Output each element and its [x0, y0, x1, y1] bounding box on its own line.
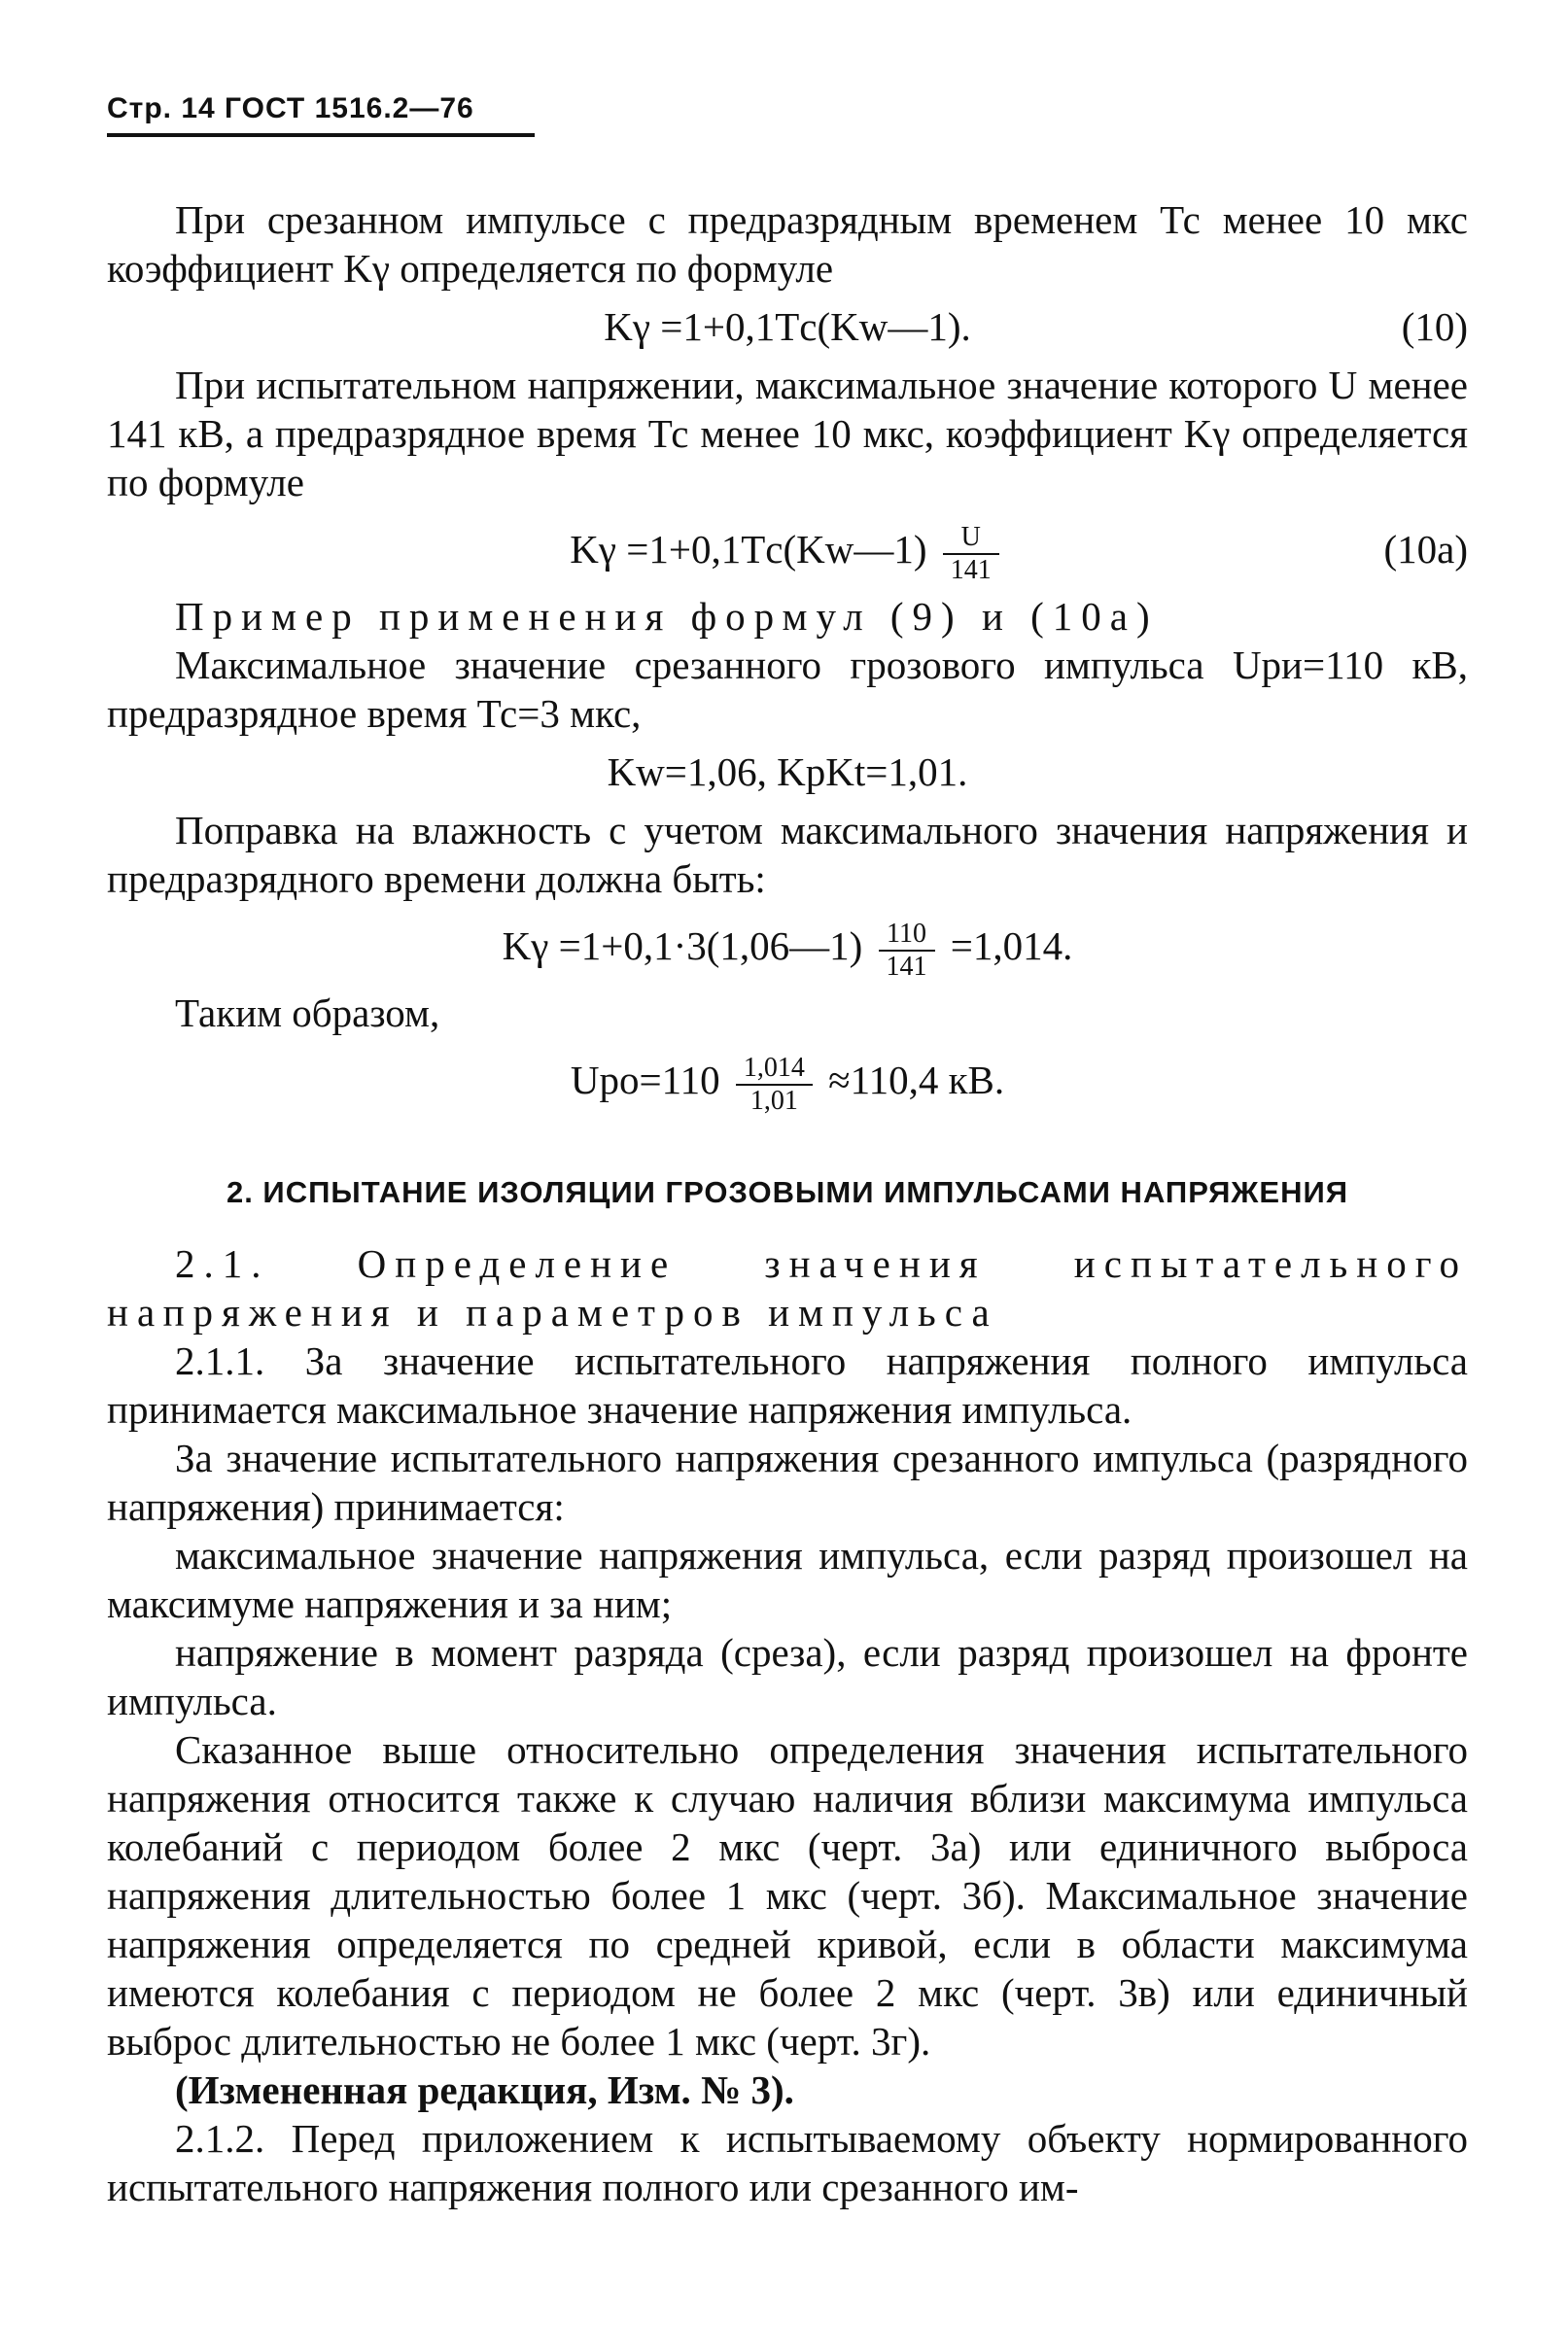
paragraph-2-1-1-c: максимальное значение напряжения импульса, если разряд произошел на максимуме напряжения и за ним; — [107, 1533, 1468, 1626]
formula-u-fraction — [736, 1053, 813, 1117]
fraction-numerator: 110 — [879, 919, 935, 952]
formula-10-text: Kγ =1+0,1Tс(Kw—1). — [604, 304, 971, 349]
formula-10 — [107, 296, 1468, 357]
formula-calc-expr — [107, 907, 1468, 985]
fraction-denominator: 141 — [950, 554, 992, 585]
paragraph-3: Максимальное значение срезанного грозового импульса Uри=110 кВ, предразрядное время Тс=3 мкс, — [107, 642, 1468, 736]
fraction-numerator: 1,014 — [736, 1053, 813, 1086]
paragraph-2-1-2: 2.1.2. Перед приложением к испытываемому объекту нормированного испытательного напряжения полного или срезанного им- — [107, 2116, 1468, 2209]
formula-10a-number: (10а) — [1383, 527, 1468, 572]
paragraph-1: При срезанном импульсе с предразрядным временем Тс менее 10 мкс коэффициент Kγ определяется по формуле — [107, 197, 1468, 291]
formula-calc-fraction — [879, 919, 935, 983]
paragraph-5: Таким образом, — [175, 990, 440, 1035]
formula-u-text: Uро=110 — [570, 1058, 720, 1102]
formula-10a-fraction — [943, 522, 999, 586]
paragraph-2: При испытательном напряжении, максимальное значение которого U менее 141 кВ, а предразрядное время Тс менее 10 мкс, коэффициент Kγ определяется по формуле — [107, 363, 1468, 504]
section-title: 2. ИСПЫТАНИЕ ИЗОЛЯЦИИ ГРОЗОВЫМИ ИМПУЛЬСАМИ НАПРЯЖЕНИЯ — [226, 1175, 1349, 1209]
formula-10a — [107, 510, 1468, 588]
formula-kw-text: Kw=1,06, KрKt=1,01. — [607, 749, 968, 794]
formula-10a-text: Kγ =1+0,1Tс(Kw—1) — [570, 527, 927, 572]
paragraph-2-1-1-b: За значение испытательного напряжения срезанного импульса (разрядного напряжения) принимается: — [107, 1436, 1468, 1529]
paragraph-2-1-1-d: напряжение в момент разряда (среза), если разряд произошел на фронте импульса. — [107, 1630, 1468, 1723]
formula-u — [107, 1041, 1468, 1119]
document-page — [107, 92, 1468, 2211]
page-header: Стр. 14 ГОСТ 1516.2—76 — [107, 92, 535, 137]
fraction-denominator: 141 — [886, 951, 927, 982]
fraction-numerator: U — [943, 522, 999, 555]
amendment-note: (Измененная редакция, Изм. № 3). — [175, 2067, 794, 2112]
subsection-2-1: 2.1. Определение значения испытательного напряжения и параметров импульса — [107, 1241, 1468, 1335]
formula-10-number: (10) — [1401, 304, 1468, 349]
formula-u-expr — [107, 1041, 1468, 1119]
paragraph-2-1-1: 2.1.1. За значение испытательного напряжения полного импульса принимается максимальное значение напряжения импульса. — [107, 1338, 1468, 1432]
formula-kw — [107, 742, 1468, 802]
formula-calc-result: =1,014. — [950, 923, 1073, 968]
formula-calc — [107, 907, 1468, 985]
formula-u-result: ≈110,4 кВ. — [828, 1058, 1005, 1102]
formula-calc-text: Kγ =1+0,1·3(1,06—1) — [502, 923, 863, 968]
formula-10a-expr — [107, 510, 1468, 588]
fraction-denominator: 1,01 — [749, 1085, 798, 1116]
paragraph-2-1-1-e: Сказанное выше относительно определения значения испытательного напряжения относится также к случаю наличия вблизи максимума импульса колебаний с периодом более 2 мкс (черт. 3а) или единичного выброса напряжения длительностью более 1 мкс (черт. 3б). Максимальное значение напряжения определяется по средней кривой, если в области максимума имеются колебания с периодом не более 2 мкс (черт. 3в) или единичный выброс длительностью не более 1 мкс (черт. 3г). — [107, 1727, 1468, 2064]
example-title: Пример применения формул (9) и (10а) — [175, 594, 1159, 639]
paragraph-4: Поправка на влажность с учетом максимального значения напряжения и предразрядного времени должна быть: — [107, 808, 1468, 901]
